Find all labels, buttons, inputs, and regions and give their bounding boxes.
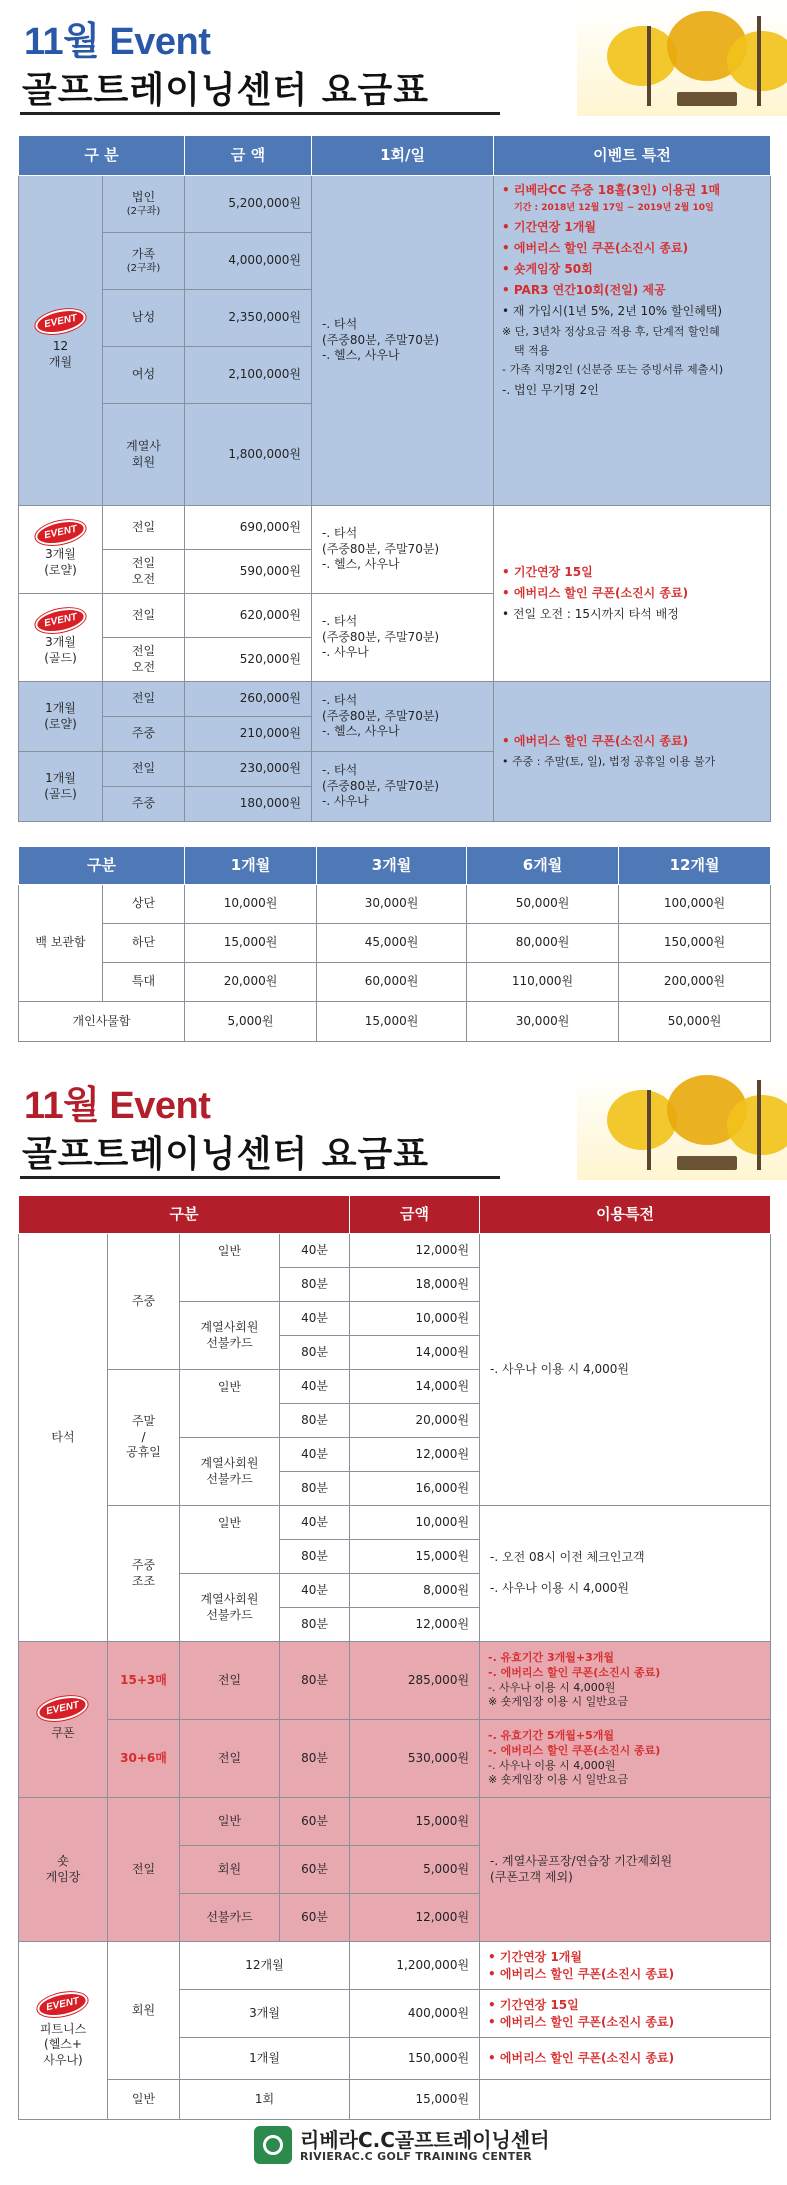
benefit-sauna: -. 사우나 이용 시 4,000원 <box>480 1234 771 1506</box>
price-cell: 520,000원 <box>185 638 312 682</box>
locker-price: 110,000원 <box>467 963 619 1002</box>
minutes: 40분 <box>280 1438 350 1472</box>
daily-usage: -. 타석 (주중80분, 주말70분) -. 사우나 <box>312 752 494 822</box>
daily-fee-table <box>18 1195 771 2120</box>
locker-position: 상단 <box>103 885 185 924</box>
daily-usage: -. 타석 (주중80분, 주말70분) -. 헬스, 사우나 <box>312 176 494 506</box>
period-3-months-royal: EVENT 3개월 (로얄) <box>19 506 103 594</box>
benefit-line: • 주중 : 주말(토, 일), 법정 공휴일 이용 불가 <box>502 755 716 769</box>
fitness-period: 1개월 <box>180 2038 350 2080</box>
member-type: 전일 <box>103 594 185 638</box>
coupon-benefits <box>480 1642 771 1720</box>
fitness-section: EVENT 피트니스 (헬스+ 사우나) <box>19 1942 108 2120</box>
price-cell: 12,000원 <box>350 1438 480 1472</box>
price-cell: 14,000원 <box>350 1370 480 1404</box>
benefit-line: • 재 가입시(1년 5%, 2년 10% 할인혜택) <box>502 303 723 318</box>
benefit-line: • 기간연장 1개월 <box>488 1950 582 1965</box>
day-type: 주중 조조 <box>108 1506 180 1642</box>
event-badge: EVENT <box>35 1988 90 2021</box>
benefit-early: -. 오전 08시 이전 체크인고객 -. 사우나 이용 시 4,000원 <box>480 1506 771 1642</box>
member-kind: 회원 <box>180 1846 280 1894</box>
locker-header: 구분 <box>19 847 185 885</box>
minutes: 80분 <box>280 1404 350 1438</box>
tasuk-label: 타석 <box>19 1234 108 1642</box>
minutes: 60분 <box>280 1894 350 1942</box>
member-type: 전일 <box>103 682 185 717</box>
benefit-line: • 기간연장 15일 <box>502 565 593 579</box>
locker-price: 50,000원 <box>467 885 619 924</box>
member-type: 전일 <box>103 506 185 550</box>
member-kind: 일반 <box>180 1234 280 1302</box>
price-cell: 260,000원 <box>185 682 312 717</box>
day-type: 주중 <box>108 1234 180 1370</box>
autumn-park-illustration <box>577 1070 787 1180</box>
benefit-line: • 에버리스 할인 쿠폰(소진시 종료) <box>502 240 689 255</box>
benefit-line: • 기간연장 15일 <box>488 1998 579 2013</box>
locker-price: 200,000원 <box>619 963 771 1002</box>
price-cell: 5,000원 <box>350 1846 480 1894</box>
price-cell: 690,000원 <box>185 506 312 550</box>
price-cell: 20,000원 <box>350 1404 480 1438</box>
member-kind: 선불카드 <box>180 1894 280 1942</box>
member-type: 주중 <box>103 787 185 822</box>
locker-header: 12개월 <box>619 847 771 885</box>
locker-price: 150,000원 <box>619 924 771 963</box>
membership-fee-table <box>18 135 771 822</box>
minutes: 40분 <box>280 1302 350 1336</box>
member-kind: 계열사회원 선불카드 <box>180 1574 280 1642</box>
short-game-type: 전일 <box>108 1798 180 1942</box>
benefit-line: • 에버리스 할인 쿠폰(소진시 종료) <box>488 2014 675 2029</box>
benefits-1m <box>494 682 771 822</box>
period-label: 12 개월 <box>48 339 73 369</box>
member-kind: 일반 <box>180 1370 280 1438</box>
price-cell: 15,000원 <box>350 1798 480 1846</box>
title-underline-1 <box>20 112 500 115</box>
locker-position: 하단 <box>103 924 185 963</box>
locker-price: 15,000원 <box>317 1002 467 1042</box>
page-title-1: 골프트레이닝센터 요금표 <box>22 70 430 111</box>
price-cell: 1,800,000원 <box>185 404 312 506</box>
price-cell: 15,000원 <box>350 2080 480 2120</box>
member-kind: 일반 <box>180 1798 280 1846</box>
fitness-benefits <box>480 2038 771 2080</box>
benefits-3m <box>494 506 771 682</box>
coupon-section: EVENT 쿠폰 <box>19 1642 108 1798</box>
benefit-line: -. 사우나 이용 시 4,000원 <box>488 1680 616 1694</box>
member-type: 주중 <box>103 717 185 752</box>
autumn-park-illustration <box>577 6 787 116</box>
minutes: 80분 <box>280 1540 350 1574</box>
member-kind: 계열사회원 선불카드 <box>180 1302 280 1370</box>
benefit-line: • 리베라CC 주중 18홀(3인) 이용권 1매 <box>502 183 721 197</box>
fitness-benefits <box>480 1942 771 1990</box>
event-title-2: 11월 Event <box>24 1085 211 1127</box>
price-cell: 8,000원 <box>350 1574 480 1608</box>
benefit-line: • 에버리스 할인 쿠폰(소진시 종료) <box>502 734 689 749</box>
member-type: 전일 오전 <box>103 550 185 594</box>
member-type: 법인 (2구좌) <box>103 176 185 233</box>
fitness-period: 3개월 <box>180 1990 350 2038</box>
price-cell: 590,000원 <box>185 550 312 594</box>
price-cell: 10,000원 <box>350 1302 480 1336</box>
benefit-line: -. 에버리스 할인 쿠폰(소진시 종료) <box>488 1665 661 1679</box>
minutes: 40분 <box>280 1574 350 1608</box>
price-cell: 620,000원 <box>185 594 312 638</box>
price-cell: 12,000원 <box>350 1608 480 1642</box>
title-underline-2 <box>20 1176 500 1179</box>
benefits-12m <box>494 176 771 506</box>
locker-price: 60,000원 <box>317 963 467 1002</box>
locker-price: 10,000원 <box>185 885 317 924</box>
price-cell: 230,000원 <box>185 752 312 787</box>
period-3-months-gold: EVENT 3개월 (골드) <box>19 594 103 682</box>
header-price: 금액 <box>350 1196 480 1234</box>
event-badge: EVENT <box>33 604 88 637</box>
benefit-line: • 에버리스 할인 쿠폰(소진시 종료) <box>502 586 689 600</box>
coupon-type: 전일 <box>180 1720 280 1798</box>
section-1 <box>0 0 787 1060</box>
event-badge: EVENT <box>35 1692 90 1725</box>
benefit-line: 택 적용 <box>514 344 550 357</box>
locker-price: 45,000원 <box>317 924 467 963</box>
minutes: 80분 <box>280 1336 350 1370</box>
price-cell: 1,200,000원 <box>350 1942 480 1990</box>
price-cell: 4,000,000원 <box>185 233 312 290</box>
header-benefit: 이용특전 <box>480 1196 771 1234</box>
locker-header: 6개월 <box>467 847 619 885</box>
coupon-name: 30+6매 <box>108 1720 180 1798</box>
locker-price: 50,000원 <box>619 1002 771 1042</box>
coupon-name: 15+3매 <box>108 1642 180 1720</box>
benefit-line: -. 유효기간 3개월+3개월 <box>488 1650 614 1664</box>
minutes: 80분 <box>280 1608 350 1642</box>
header-category: 구 분 <box>19 136 185 176</box>
coupon-benefits <box>480 1720 771 1798</box>
price-cell: 16,000원 <box>350 1472 480 1506</box>
page-title-2: 골프트레이닝센터 요금표 <box>22 1134 430 1175</box>
locker-price: 100,000원 <box>619 885 771 924</box>
locker-price: 5,000원 <box>185 1002 317 1042</box>
price-cell: 12,000원 <box>350 1894 480 1942</box>
price-cell: 15,000원 <box>350 1540 480 1574</box>
header-amount: 금 액 <box>185 136 312 176</box>
benefit-line: ※ 단, 3년차 정상요금 적용 후, 단계적 할인혜 <box>502 324 720 338</box>
minutes: 80분 <box>280 1642 350 1720</box>
minutes: 40분 <box>280 1506 350 1540</box>
day-type: 주말 / 공휴일 <box>108 1370 180 1506</box>
locker-price: 20,000원 <box>185 963 317 1002</box>
golf-logo-icon <box>254 2126 292 2164</box>
short-game-benefit: -. 계열사골프장/연습장 기간제회원 (쿠폰고객 제외) <box>480 1798 771 1942</box>
price-cell: 14,000원 <box>350 1336 480 1370</box>
price-cell: 285,000원 <box>350 1642 480 1720</box>
member-type: 여성 <box>103 347 185 404</box>
bag-locker-label: 백 보관함 <box>19 885 103 1002</box>
event-badge: EVENT <box>33 516 88 549</box>
locker-position: 특대 <box>103 963 185 1002</box>
benefit-line: • 에버리스 할인 쿠폰(소진시 종료) <box>488 1966 675 1981</box>
minutes: 40분 <box>280 1234 350 1268</box>
event-title-1: 11월 Event <box>24 21 211 63</box>
benefit-line: - 가족 지명2인 (신분증 또는 증빙서류 제출시) <box>502 363 724 377</box>
benefit-line: • 기간연장 1개월 <box>502 219 596 234</box>
locker-price: 30,000원 <box>317 885 467 924</box>
period-1-month-royal: 1개월 (로얄) <box>19 682 103 752</box>
logo-korean: 리베라C.C골프트레이닝센터 <box>300 2128 550 2152</box>
price-cell: 10,000원 <box>350 1506 480 1540</box>
price-cell: 180,000원 <box>185 787 312 822</box>
benefit-line: • PAR3 연간10회(전일) 제공 <box>502 282 666 297</box>
header-daily: 1회/일 <box>312 136 494 176</box>
member-type: 가족 (2구좌) <box>103 233 185 290</box>
member-type: 남성 <box>103 290 185 347</box>
price-cell: 2,100,000원 <box>185 347 312 404</box>
benefit-line: -. 사우나 이용 시 4,000원 <box>488 1758 616 1772</box>
member-kind: 일반 <box>180 1506 280 1574</box>
price-cell: 2,350,000원 <box>185 290 312 347</box>
minutes: 80분 <box>280 1720 350 1798</box>
daily-usage: -. 타석 (주중80분, 주말70분) -. 사우나 <box>312 594 494 682</box>
locker-price: 30,000원 <box>467 1002 619 1042</box>
minutes: 60분 <box>280 1798 350 1846</box>
locker-fee-table <box>18 846 771 1042</box>
benefit-line: -. 에버리스 할인 쿠폰(소진시 종료) <box>488 1743 661 1757</box>
benefit-line: ※ 숏게임장 이용 시 일반요금 <box>488 1773 629 1787</box>
footer-logo <box>254 2122 554 2172</box>
section-2 <box>0 1060 787 2185</box>
period-1-month-gold: 1개월 (골드) <box>19 752 103 822</box>
header-benefits: 이벤트 특전 <box>494 136 771 176</box>
event-badge: EVENT <box>33 305 88 338</box>
minutes: 60분 <box>280 1846 350 1894</box>
locker-price: 15,000원 <box>185 924 317 963</box>
fitness-member: 회원 <box>108 1942 180 2080</box>
benefit-line: -. 유효기간 5개월+5개월 <box>488 1728 614 1742</box>
fitness-general: 일반 <box>108 2080 180 2120</box>
locker-price: 80,000원 <box>467 924 619 963</box>
empty-benefit <box>480 2080 771 2120</box>
fitness-period: 12개월 <box>180 1942 350 1990</box>
minutes: 80분 <box>280 1268 350 1302</box>
price-cell: 12,000원 <box>350 1234 480 1268</box>
daily-usage: -. 타석 (주중80분, 주말70분) -. 헬스, 사우나 <box>312 682 494 752</box>
short-game-label: 숏 게임장 <box>19 1798 108 1942</box>
member-type: 계열사 회원 <box>103 404 185 506</box>
coupon-type: 전일 <box>180 1642 280 1720</box>
daily-usage: -. 타석 (주중80분, 주말70분) -. 헬스, 사우나 <box>312 506 494 594</box>
member-kind: 계열사회원 선불카드 <box>180 1438 280 1506</box>
personal-locker-label: 개인사물함 <box>19 1002 185 1042</box>
benefit-line: -. 법인 무기명 2인 <box>502 382 599 397</box>
price-cell: 210,000원 <box>185 717 312 752</box>
fitness-benefits <box>480 1990 771 2038</box>
member-type: 전일 오전 <box>103 638 185 682</box>
price-cell: 150,000원 <box>350 2038 480 2080</box>
header-category: 구분 <box>19 1196 350 1234</box>
price-cell: 18,000원 <box>350 1268 480 1302</box>
benefit-line: • 에버리스 할인 쿠폰(소진시 종료) <box>488 2051 675 2065</box>
benefit-line: 기간 : 2018년 12월 17일 ~ 2019년 2월 10일 <box>514 203 714 213</box>
locker-header: 1개월 <box>185 847 317 885</box>
benefit-line: ※ 숏게임장 이용 시 일반요금 <box>488 1695 629 1709</box>
fitness-period: 1회 <box>180 2080 350 2120</box>
period-12-months <box>19 176 103 506</box>
price-cell: 530,000원 <box>350 1720 480 1798</box>
minutes: 40분 <box>280 1370 350 1404</box>
benefit-line: • 전일 오전 : 15시까지 타석 배정 <box>502 607 679 621</box>
benefit-line: • 숏게임장 50회 <box>502 261 593 276</box>
member-type: 전일 <box>103 752 185 787</box>
logo-english: RIVIERAC.C GOLF TRAINING CENTER <box>300 2150 533 2163</box>
minutes: 80분 <box>280 1472 350 1506</box>
price-cell: 400,000원 <box>350 1990 480 2038</box>
locker-header: 3개월 <box>317 847 467 885</box>
price-cell: 5,200,000원 <box>185 176 312 233</box>
